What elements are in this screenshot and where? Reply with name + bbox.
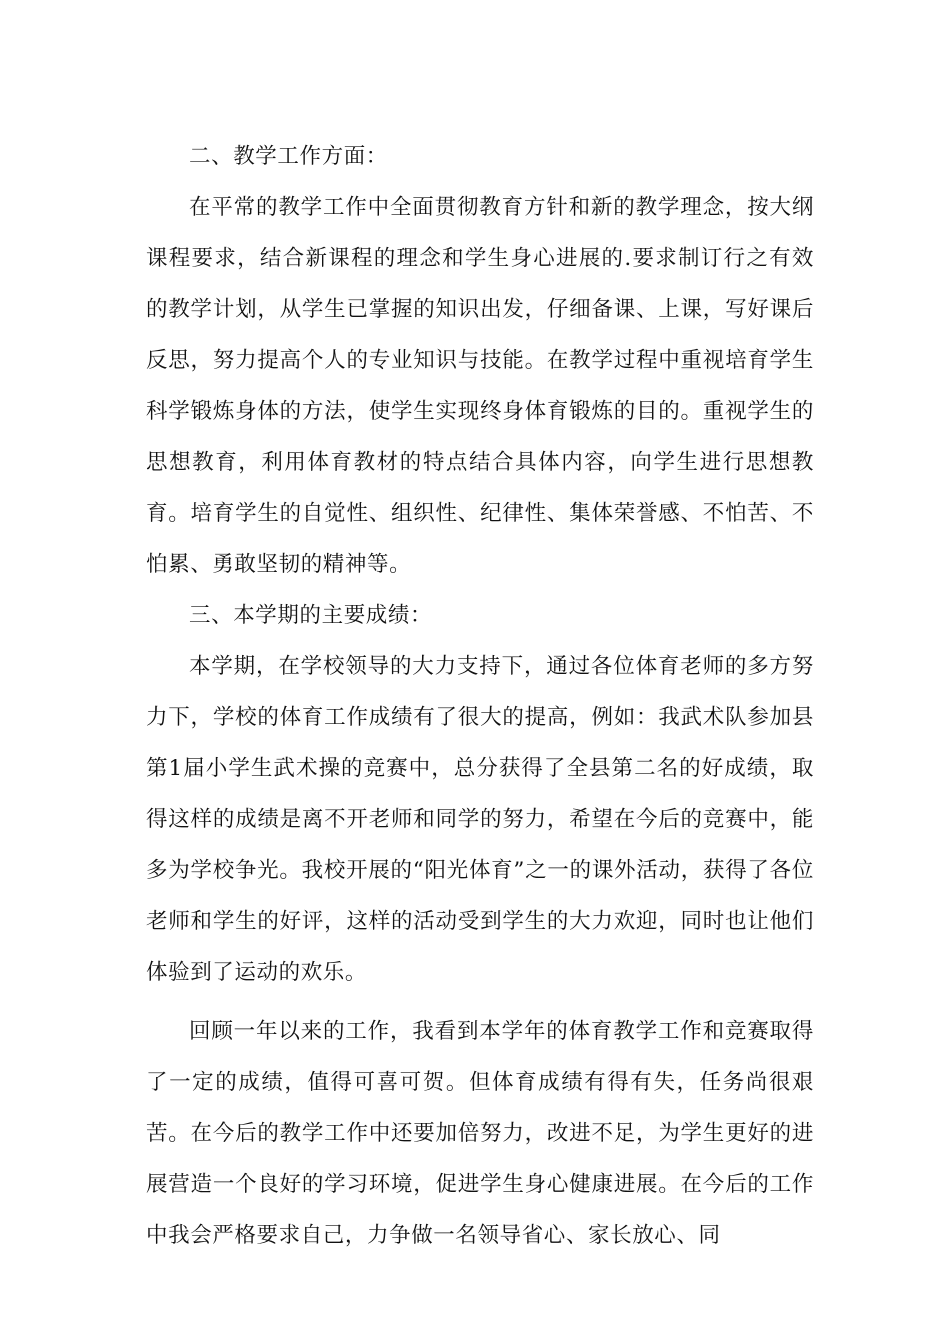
section-heading-teaching: 二、教学工作方面： <box>189 144 388 169</box>
paragraph-review: 回顾一年以来的工作，我看到本学年的体育教学工作和竞赛取得了一定的成绩，值得可喜可贺。但体育成绩有得有失，任务尚很艰苦。在今后的教学工作中还要加倍努力，改进不足，为学生更好的进展营造一个良好的学习环境，促进学生身心健康进展。在今后的工作中我会严格要求自己，力争做一名领导省心、家长放心、同 <box>146 1019 814 1248</box>
section-heading-achievements: 三、本学期的主要成绩： <box>189 603 433 628</box>
paragraph-achievements: 本学期，在学校领导的大力支持下，通过各位体育老师的多方努力下，学校的体育工作成绩有了很大的提高，例如：我武术队参加县第1届小学生武术操的竞赛中，总分获得了全县第二名的好成绩，取得这样的成绩是离不开老师和同学的努力，希望在今后的竞赛中，能多为学校争光。我校开展的“阳光体育”之一的课外活动，获得了各位老师和学生的好评，这样的活动受到学生的大力欢迎，同时也让他们体验到了运动的欢乐。 <box>146 654 814 985</box>
document-body <box>146 131 814 1261</box>
paragraph-teaching-work: 在平常的教学工作中全面贯彻教育方针和新的教学理念，按大纲课程要求，结合新课程的理念和学生身心进展的.要求制订行之有效的教学计划，从学生已掌握的知识出发，仔细备课、上课，写好课后反思，努力提高个人的专业知识与技能。在教学过程中重视培育学生科学锻炼身体的方法，使学生实现终身体育锻炼的目的。重视学生的思想教育，利用体育教材的特点结合具体内容，向学生进行思想教育。培育学生的自觉性、组织性、纪律性、集体荣誉感、不怕苦、不怕累、勇敢坚韧的精神等。 <box>146 195 814 577</box>
